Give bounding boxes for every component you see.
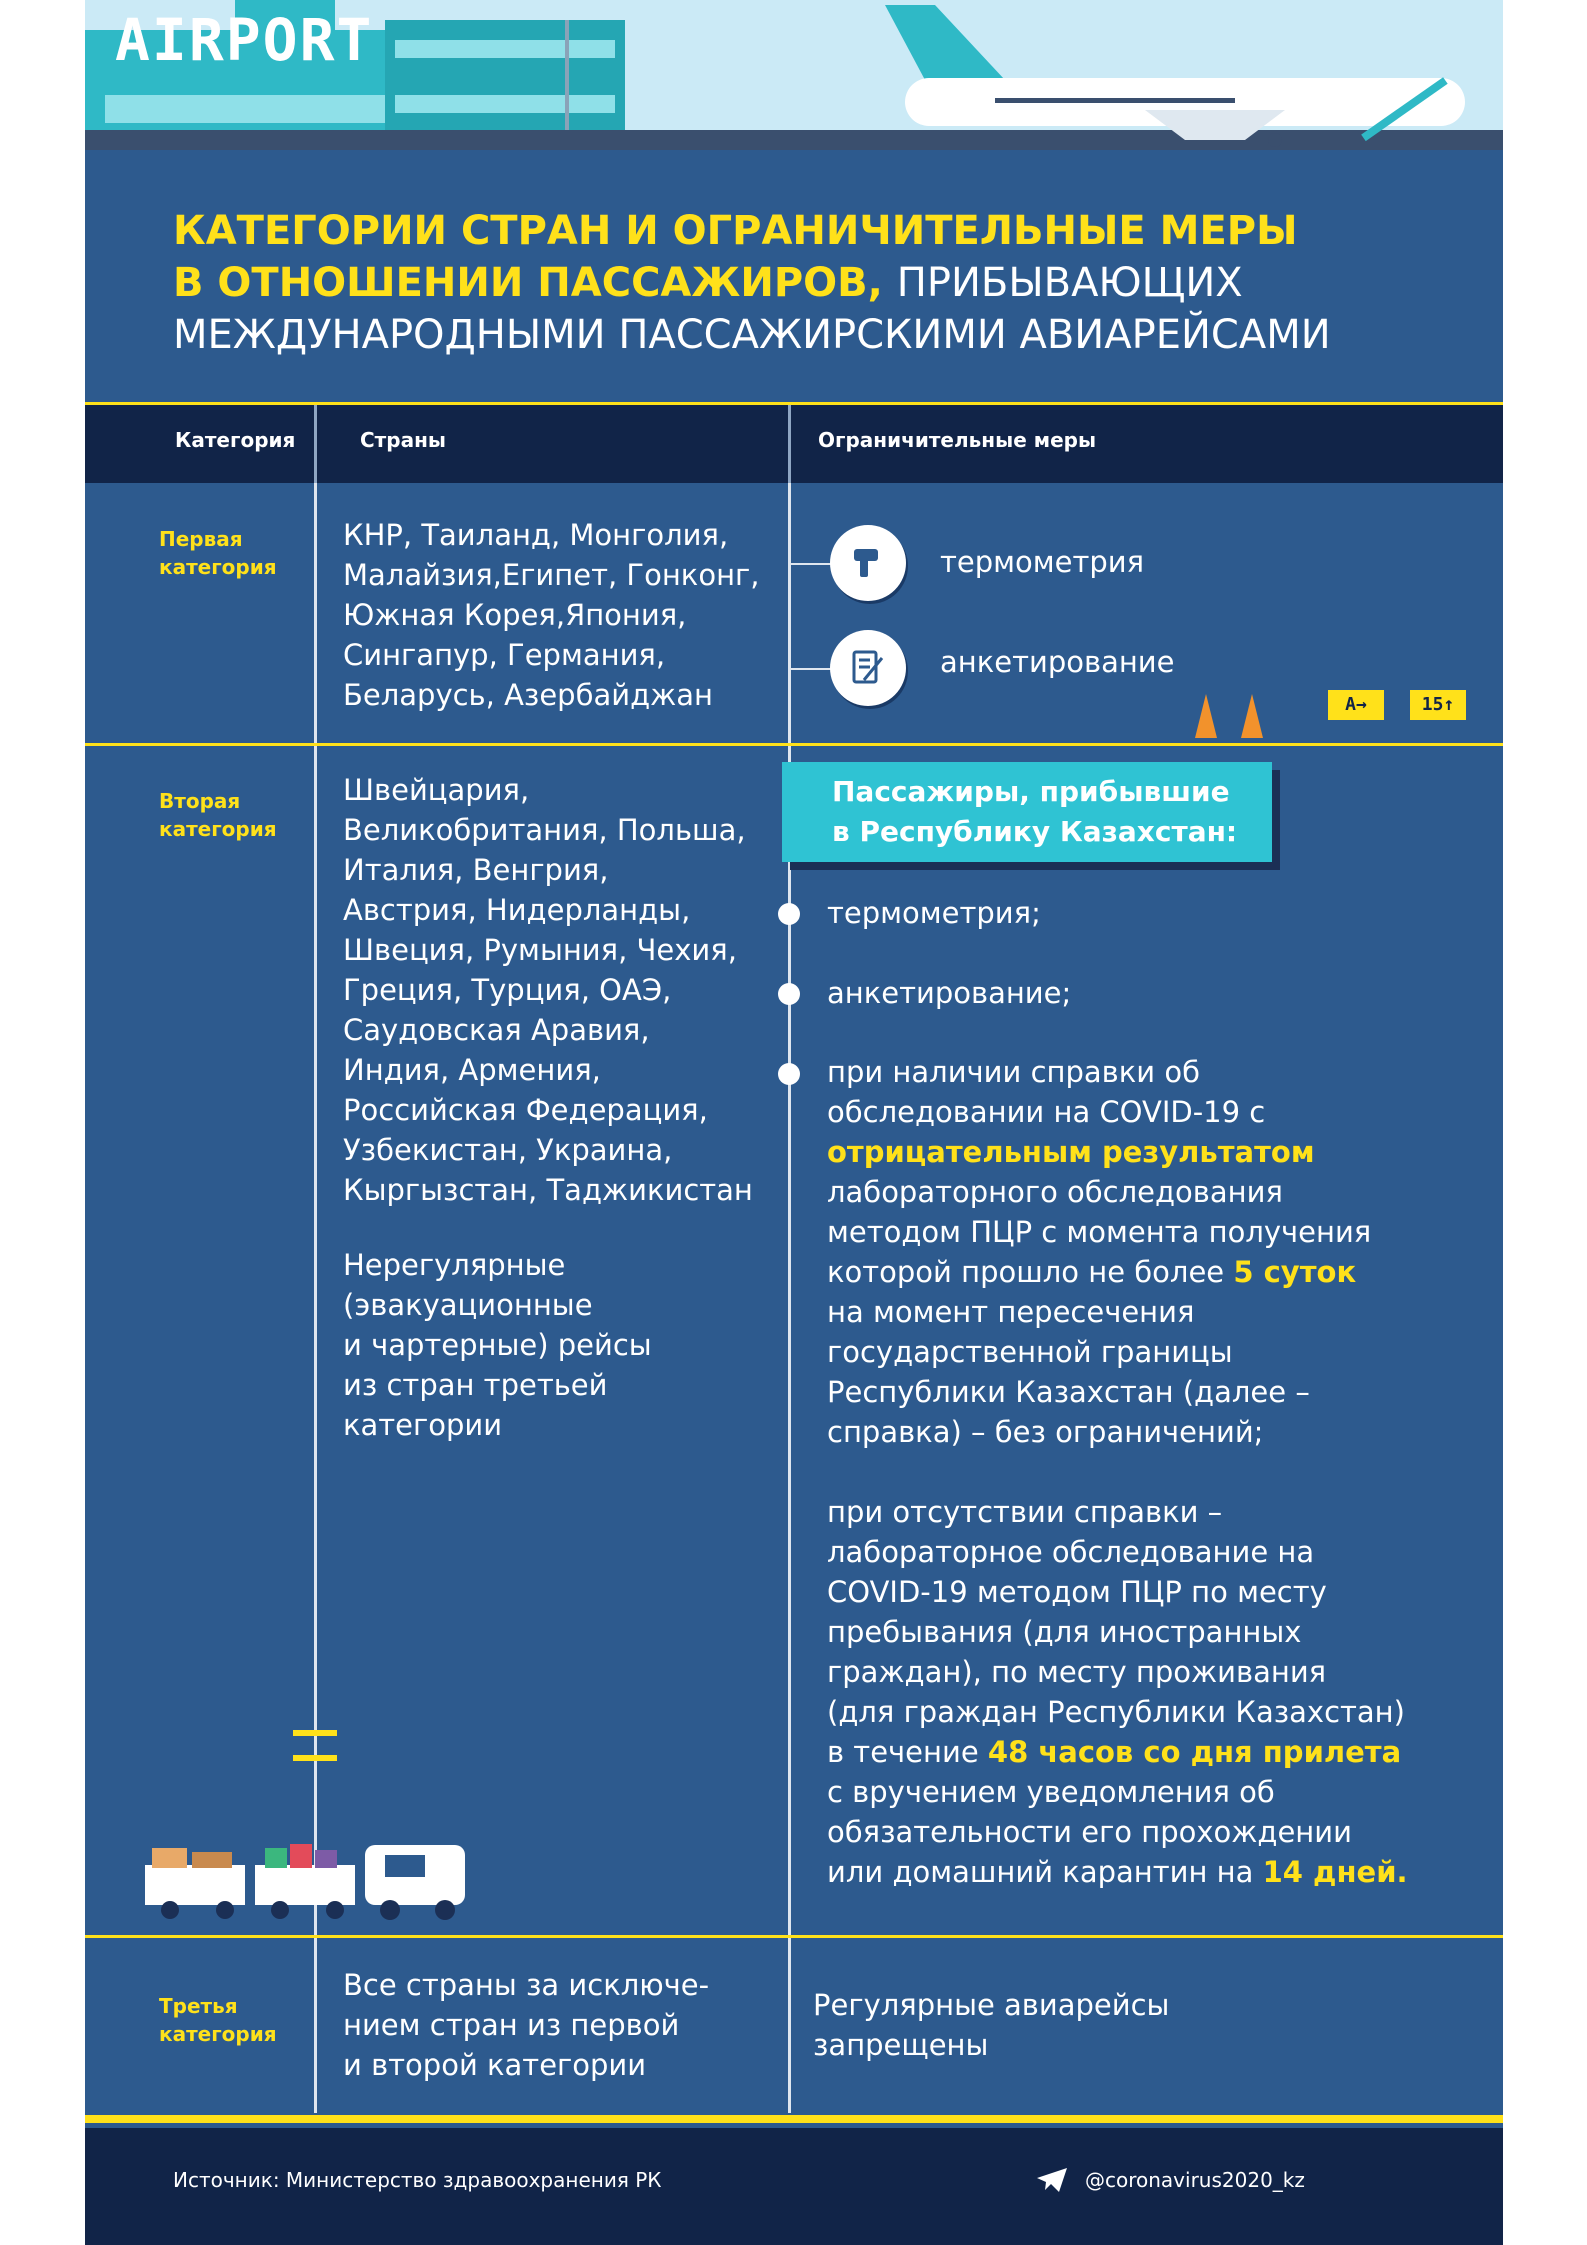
header-measures: Ограничительные меры <box>818 428 1097 452</box>
luggage-cart-icon <box>140 1840 480 1930</box>
no-certificate-paragraph <box>827 1492 1408 1892</box>
highlight-14-days: 14 дней. <box>1262 1855 1408 1889</box>
country-line: и чартерные) рейсы <box>343 1328 652 1362</box>
row2-countries-extra <box>343 1245 652 1445</box>
country-line: Индия, Армения, <box>343 1053 601 1087</box>
country-line: Российская Федерация, <box>343 1093 708 1127</box>
header-divider-2 <box>788 405 791 483</box>
row3-measures <box>813 1985 1169 2065</box>
measure-questionnaire: анкетирование <box>940 645 1175 679</box>
row3-category-line1: Третья <box>159 1994 238 2018</box>
text-line: Республики Казахстан (далее – <box>827 1375 1310 1409</box>
questionnaire-icon <box>850 650 886 686</box>
text-line: справка) – без ограничений; <box>827 1415 1264 1449</box>
text-line: лабораторного обследования <box>827 1175 1283 1209</box>
infographic-poster <box>85 0 1503 2245</box>
runway-dash <box>293 1755 337 1761</box>
country-line: Узбекистан, Украина, <box>343 1133 673 1167</box>
headline-line3: МЕЖДУНАРОДНЫМИ ПАССАЖИРСКИМИ АВИАРЕЙСАМИ <box>173 312 1331 358</box>
runway-dash <box>293 1730 337 1736</box>
country-line: Нерегулярные <box>343 1248 566 1282</box>
traffic-cone-icon <box>1195 694 1217 738</box>
highlight-5-days: 5 суток <box>1233 1255 1357 1289</box>
terminal-wing-windows-lower <box>395 95 615 113</box>
country-line: Великобритания, Польша, <box>343 813 746 847</box>
text-line: обследовании на COVID-19 с <box>827 1095 1266 1129</box>
text-line: государственной границы <box>827 1335 1233 1369</box>
headline-line1: КАТЕГОРИИ СТРАН И ОГРАНИЧИТЕЛЬНЫЕ МЕРЫ <box>173 208 1298 254</box>
country-line: Малайзия,Египет, Гонконг, <box>343 558 760 592</box>
row2-category <box>159 787 277 843</box>
country-line: КНР, Таиланд, Монголия, <box>343 518 729 552</box>
text-line: при наличии справки об <box>827 1055 1200 1089</box>
row2-category-line1: Вторая <box>159 789 241 813</box>
terminal-wing <box>385 20 625 130</box>
bullet-dot <box>778 983 800 1005</box>
country-line: Южная Корея,Япония, <box>343 598 687 632</box>
country-line: и второй категории <box>343 2048 647 2082</box>
table-bottom-rule <box>85 2115 1503 2123</box>
header-divider-1 <box>314 405 317 483</box>
row1-category-line2: категория <box>159 555 277 579</box>
text-line: пребывания (для иностранных <box>827 1615 1302 1649</box>
text-line <box>827 1252 1371 1292</box>
gate-sign-a: A→ <box>1328 690 1384 720</box>
questionnaire-badge <box>830 630 906 706</box>
text-line: при отсутствии справки – <box>827 1495 1223 1529</box>
arrival-box-text <box>832 772 1237 852</box>
traffic-cone-icon <box>1241 694 1263 738</box>
country-line: Австрия, Нидерланды, <box>343 893 691 927</box>
row1-category-line1: Первая <box>159 527 243 551</box>
text-segment: которой прошло не более <box>827 1255 1225 1289</box>
country-line: Кыргызстан, Таджикистан <box>343 1173 753 1207</box>
row1-category <box>159 525 277 581</box>
country-line: Италия, Венгрия, <box>343 853 609 887</box>
measure-thermometry: термометрия <box>940 545 1145 579</box>
row1-countries <box>343 515 759 715</box>
headline-line2-white: ПРИБЫВАЮЩИХ <box>896 260 1243 306</box>
row3-category <box>159 1992 277 2048</box>
text-segment: в течение <box>827 1735 979 1769</box>
terminal-wing-windows <box>395 40 615 58</box>
row1-divider <box>85 743 1503 746</box>
footer <box>85 2128 1503 2245</box>
country-line: Сингапур, Германия, <box>343 638 666 672</box>
header-countries: Страны <box>360 428 446 452</box>
thermometer-icon <box>850 545 886 581</box>
bullet-dot <box>778 903 800 925</box>
text-segment: или домашний карантин на <box>827 1855 1254 1889</box>
bullet-questionnaire: анкетирование; <box>827 976 1072 1010</box>
text-line: запрещены <box>813 2028 989 2062</box>
bullet-dot <box>778 1063 800 1085</box>
column-divider-2 <box>788 483 791 2113</box>
country-line: Греция, Турция, ОАЭ, <box>343 973 672 1007</box>
country-line: из стран третьей <box>343 1368 608 1402</box>
country-line: нием стран из первой <box>343 2008 680 2042</box>
country-line: Швеция, Румыния, Чехия, <box>343 933 737 967</box>
table-header <box>85 405 1503 483</box>
text-line <box>827 1732 1408 1772</box>
headline-line2-yellow: В ОТНОШЕНИИ ПАССАЖИРОВ, <box>173 260 883 306</box>
bullet-certificate <box>827 1052 1371 1452</box>
highlight-negative-result: отрицательным результатом <box>827 1135 1315 1169</box>
telegram-channel: @coronavirus2020_kz <box>1085 2168 1305 2192</box>
text-line: (для граждан Республики Казахстан) <box>827 1695 1405 1729</box>
header-category: Категория <box>175 428 296 452</box>
arrival-box <box>782 762 1272 862</box>
country-line: Саудовская Аравия, <box>343 1013 650 1047</box>
row3-category-line2: категория <box>159 2022 277 2046</box>
airplane-icon <box>865 0 1495 150</box>
thermometer-badge <box>830 525 906 601</box>
text-line: с вручением уведомления об <box>827 1775 1275 1809</box>
airport-sign: AIRPORT <box>115 6 374 74</box>
text-line: Регулярные авиарейсы <box>813 1988 1170 2022</box>
text-line: методом ПЦР с момента получения <box>827 1215 1372 1249</box>
country-line: Беларусь, Азербайджан <box>343 678 714 712</box>
row2-divider <box>85 1935 1503 1938</box>
highlight-48-hours: 48 часов со дня прилета <box>987 1735 1402 1769</box>
headline <box>173 205 1423 361</box>
source-credit: Источник: Министерство здравоохранения РК <box>173 2168 662 2192</box>
country-line: категории <box>343 1408 503 1442</box>
country-line: (эвакуационные <box>343 1288 593 1322</box>
headline-line2 <box>173 257 1423 309</box>
text-line: на момент пересечения <box>827 1295 1195 1329</box>
text-line: граждан), по месту проживания <box>827 1655 1327 1689</box>
row2-countries <box>343 770 753 1210</box>
arrival-line: в Республику Казахстан: <box>832 815 1238 848</box>
text-line: лабораторное обследование на <box>827 1535 1315 1569</box>
text-line: обязательности его прохождении <box>827 1815 1352 1849</box>
measure-connector <box>790 668 835 670</box>
lamp-post <box>565 20 569 130</box>
country-line: Швейцария, <box>343 773 530 807</box>
text-line <box>827 1852 1408 1892</box>
measure-connector <box>790 563 835 565</box>
gate-sign-15: 15↑ <box>1410 690 1466 720</box>
row2-category-line2: категория <box>159 817 277 841</box>
text-line: COVID-19 методом ПЦР по месту <box>827 1575 1327 1609</box>
row3-countries <box>343 1965 709 2085</box>
country-line: Все страны за исключе- <box>343 1968 710 2002</box>
telegram-icon <box>1035 2166 1069 2194</box>
bullet-thermometry: термометрия; <box>827 896 1041 930</box>
arrival-line: Пассажиры, прибывшие <box>832 775 1230 808</box>
airport-illustration <box>85 0 1503 150</box>
